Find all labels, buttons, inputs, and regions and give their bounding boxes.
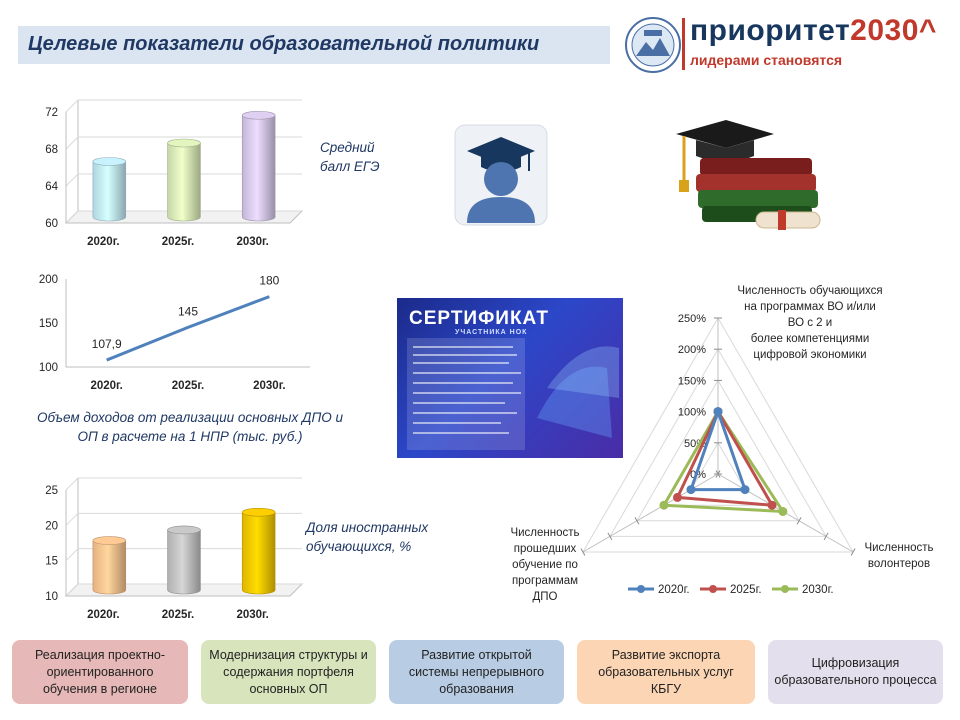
data-label: 107,9 — [91, 337, 122, 352]
x-tick-label: 2025г. — [161, 236, 195, 248]
radar-point — [659, 501, 668, 510]
income-line-chart — [20, 265, 330, 395]
bar-cap — [168, 139, 201, 147]
axis-wall — [66, 100, 78, 223]
y-tick-label: 15 — [45, 555, 58, 568]
radar-tick-label: 200% — [677, 344, 706, 357]
income-note: Объем доходов от реализации основных ДПО и ОП в расчете на 1 НПР (тыс. руб.) — [36, 410, 344, 444]
legend-marker — [781, 585, 789, 593]
x-tick-label: 2030г. — [236, 609, 269, 621]
university-seal-icon — [624, 16, 682, 74]
y-tick-label: 25 — [45, 485, 58, 497]
radar-axis — [583, 474, 718, 552]
bar-cap — [242, 111, 275, 119]
radar-point — [768, 501, 777, 510]
logo-word: приоритет — [690, 14, 851, 47]
certificate-title: СЕРТИФИКАТ — [409, 308, 549, 329]
radar-tick-label: 100% — [677, 406, 706, 419]
education-export-button[interactable]: Развитие экспорта образовательных услуг КБГУ — [577, 640, 755, 704]
axis-wall — [66, 478, 78, 596]
radar-tick-label: 0% — [690, 469, 706, 481]
priority-2030-logo — [624, 14, 954, 76]
y-tick-label: 100 — [38, 362, 58, 374]
foreign-bar-chart — [20, 474, 310, 624]
radar-axis-label-left: Численность — [510, 527, 580, 539]
radar-tick-label: 150% — [677, 375, 706, 388]
radar-axis-label-top: ВО с 2 и — [787, 317, 833, 329]
bar-cap — [93, 158, 126, 166]
y-tick-label: 20 — [45, 520, 58, 533]
logo-tagline: лидерами становятся — [690, 52, 843, 68]
y-tick-label: 10 — [45, 591, 58, 603]
x-tick-label: 2020г. — [87, 609, 120, 621]
y-tick-label: 64 — [45, 181, 58, 193]
radar-axis-label-top: на программах ВО и/или — [744, 301, 876, 313]
y-tick-label: 72 — [45, 107, 58, 119]
radar-point — [673, 493, 682, 502]
ege-bar-chart — [20, 90, 310, 260]
x-tick-label: 2025г. — [171, 380, 205, 392]
title-bar — [18, 26, 610, 64]
radar-axis-label-right: волонтеров — [867, 558, 931, 570]
digitalization-button[interactable]: Цифровизация образовательного процесса — [768, 640, 943, 704]
radar-axis-label-left: прошедших — [513, 543, 577, 555]
radar-axis-label-top: цифровой экономики — [753, 349, 867, 361]
page-title: Целевые показатели образовательной политики — [28, 33, 540, 55]
legend-marker — [637, 585, 645, 593]
x-tick-label: 2025г. — [161, 609, 195, 621]
bar-2030г. — [242, 512, 275, 594]
y-tick-label: 150 — [38, 318, 58, 330]
bar-cap — [168, 526, 201, 534]
radar-tick-label: 250% — [677, 313, 706, 325]
radar-axis-label-left: обучение по — [512, 559, 578, 571]
x-tick-label: 2030г. — [253, 380, 286, 392]
legend-label: 2030г. — [802, 584, 834, 596]
bar-cap — [93, 537, 126, 545]
bar-cap — [242, 508, 275, 516]
radar-axis-label-left: программам — [511, 575, 579, 587]
logo-divider — [682, 18, 685, 70]
legend-marker — [709, 585, 717, 593]
logo-number: 2030^ — [850, 14, 937, 47]
radar-axis-label-top: Численность обучающихся — [737, 285, 883, 297]
y-tick-label: 200 — [38, 274, 58, 286]
gridline — [66, 478, 302, 490]
legend-label: 2020г. — [658, 584, 690, 596]
data-label: 145 — [177, 304, 199, 319]
foreign-note: Доля иностранных обучающихся, % — [306, 520, 429, 554]
legend-label: 2025г. — [730, 584, 762, 596]
radar-point — [741, 485, 750, 494]
radar-axis-label-top: более компетенциями — [750, 333, 870, 345]
bar-2020г. — [93, 162, 126, 222]
x-tick-label: 2020г. — [87, 236, 120, 248]
project-oriented-learning-button[interactable]: Реализация проектно-ориентированного обучения в регионе — [12, 640, 188, 704]
logo-wordmark — [690, 14, 937, 48]
radar-tick-label: 50% — [683, 437, 706, 450]
certificate-subtitle: УЧАСТНИКА НОК — [455, 329, 528, 336]
bar-2025г. — [168, 530, 201, 594]
radar-axis-label-right: Численность — [864, 542, 934, 554]
radar-point — [714, 407, 723, 416]
bar-2020г. — [93, 541, 126, 594]
bar-2030г. — [242, 115, 275, 221]
graduate-user-icon — [453, 123, 549, 227]
gridline — [66, 100, 302, 112]
y-tick-label: 60 — [45, 218, 58, 230]
x-tick-label: 2020г. — [90, 380, 123, 392]
data-label: 180 — [259, 273, 280, 288]
portfolio-modernization-button[interactable]: Модернизация структуры и содержания портфеля основных ОП — [201, 640, 376, 704]
radar-chart — [490, 280, 950, 610]
radar-point — [778, 507, 787, 516]
radar-axis-label-left: ДПО — [532, 591, 558, 603]
continuous-education-button[interactable]: Развитие открытой системы непрерывного образования — [389, 640, 564, 704]
bar-2025г. — [168, 143, 201, 221]
y-tick-label: 68 — [45, 144, 58, 156]
radar-point — [686, 485, 695, 494]
x-tick-label: 2030г. — [236, 236, 269, 248]
ege-note: Средний балл ЕГЭ — [320, 140, 380, 174]
books-and-mortarboard-icon — [666, 112, 826, 236]
